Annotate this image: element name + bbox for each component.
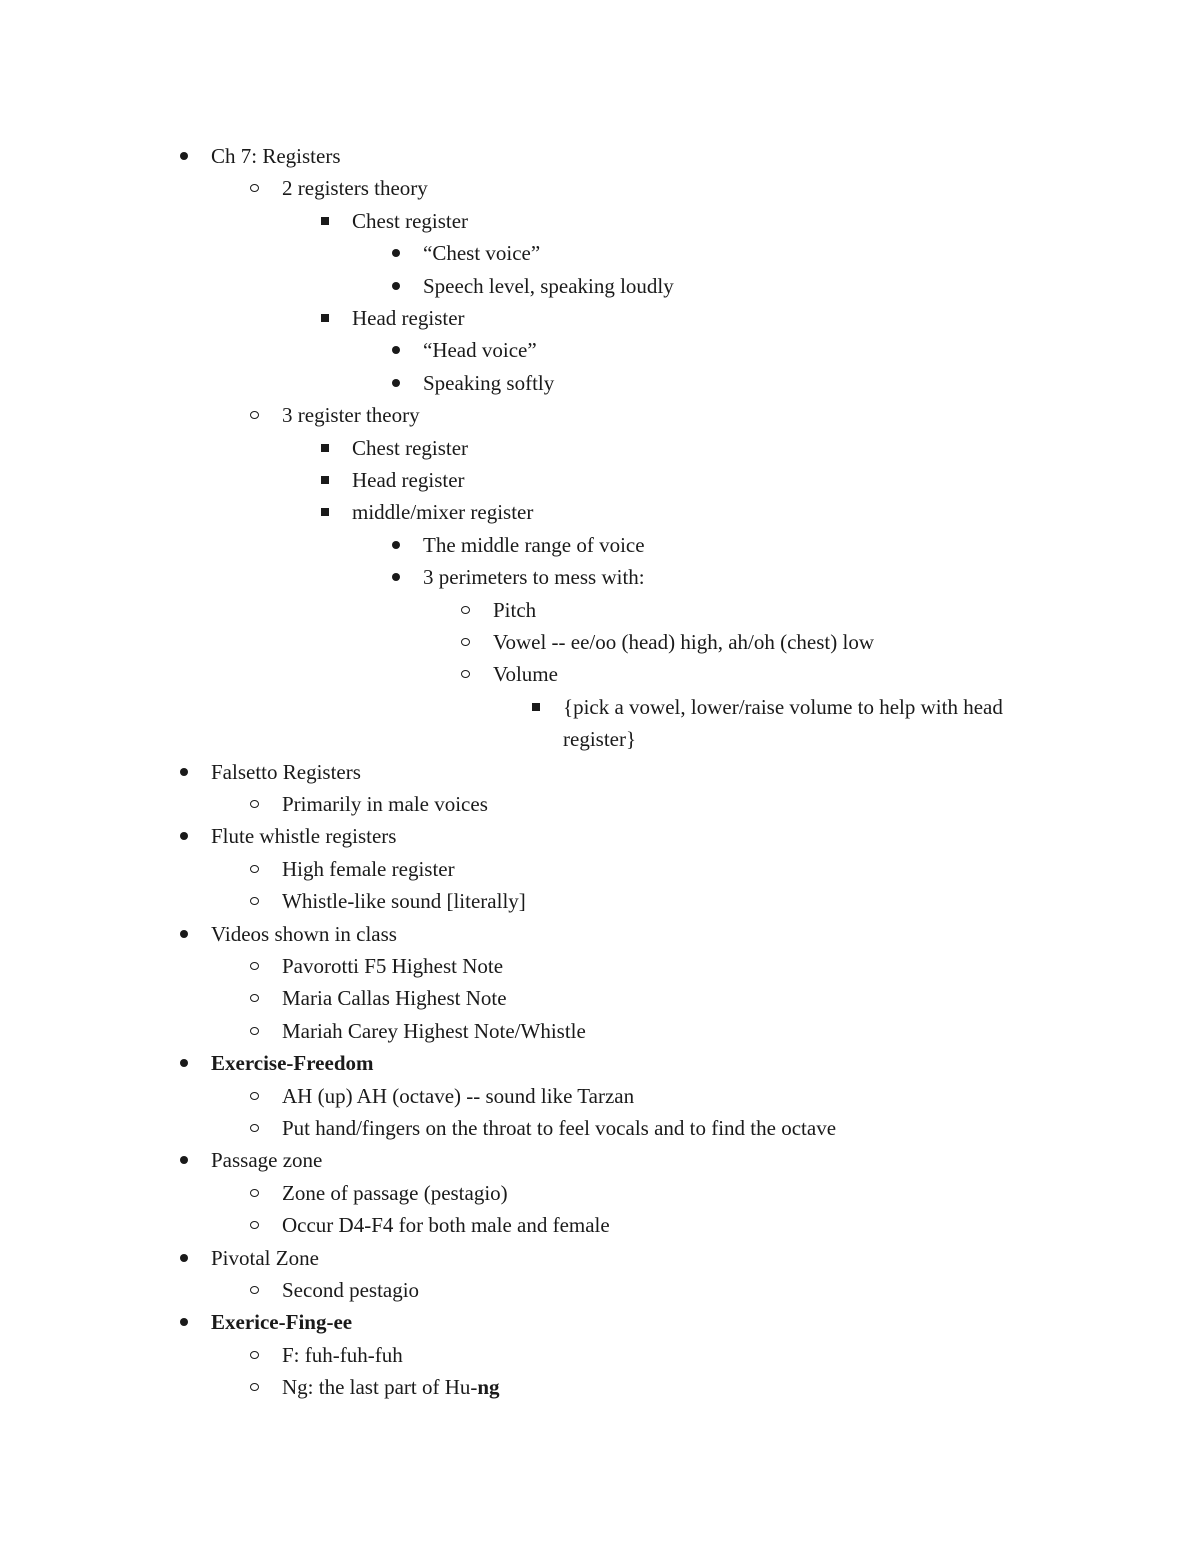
- outline-item-text: “Head voice”: [423, 338, 537, 363]
- outline-item-text: Second pestagio: [282, 1278, 420, 1302]
- circle-bullet-icon: [245, 885, 265, 917]
- outline-item-level-5: [493, 658, 558, 690]
- outline-item-text: Zone of passage (pestagio): [282, 1180, 508, 1205]
- disc-bullet-icon: [386, 237, 406, 269]
- circle-bullet-icon: [245, 982, 265, 1014]
- outline-item-level-1: [211, 1047, 374, 1079]
- outline-item-level-1: [211, 140, 341, 172]
- outline-item-text: Volume: [493, 662, 558, 687]
- outline-item-level-2: [282, 1209, 610, 1241]
- outline-item-text: Ch 7: Registers: [211, 144, 341, 168]
- outline-item-text: Occur D4-F4 for both male and female: [282, 1213, 610, 1238]
- outline-item-text: Put hand/fingers on the throat to feel vocals and to find the octave: [282, 1116, 837, 1140]
- outline-item-level-1: [211, 1242, 319, 1274]
- outline-item-level-5: [493, 594, 536, 626]
- outline-item-level-2: [282, 1177, 508, 1209]
- disc-bullet-icon: [386, 270, 406, 302]
- outline-item-level-2: [282, 885, 526, 917]
- disc-bullet-icon: [174, 1306, 194, 1338]
- outline-item-text: Exercise-Freedom: [211, 1051, 374, 1076]
- circle-bullet-icon: [245, 399, 265, 431]
- outline-item-text: Passage zone: [211, 1148, 323, 1173]
- outline-item-level-2: [282, 788, 488, 820]
- disc-bullet-icon: [174, 1242, 194, 1274]
- disc-bullet-icon: [174, 1047, 194, 1079]
- outline-item-level-6: [563, 691, 1063, 756]
- outline-item-level-2: [282, 950, 503, 982]
- outline-item-text: 2 registers theory: [282, 176, 428, 201]
- circle-bullet-icon: [245, 1015, 265, 1047]
- outline-item-level-3: [352, 464, 465, 496]
- outline-item-text: High female register: [282, 856, 455, 881]
- disc-bullet-icon: [174, 1144, 194, 1176]
- disc-bullet-icon: [386, 561, 406, 593]
- outline-item-text: 3 perimeters to mess with:: [423, 565, 645, 590]
- outline-item-text: F: fuh-fuh-fuh: [282, 1342, 403, 1367]
- outline-item-text: Chest register: [352, 435, 469, 460]
- circle-bullet-icon: [245, 1339, 265, 1371]
- circle-bullet-icon: [245, 172, 265, 204]
- circle-bullet-icon: [456, 594, 476, 626]
- outline-item-text: Pivotal Zone: [211, 1245, 319, 1270]
- disc-bullet-icon: [386, 334, 406, 366]
- outline-item-text: Videos shown in class: [211, 921, 397, 946]
- circle-bullet-icon: [456, 658, 476, 690]
- circle-bullet-icon: [245, 1371, 265, 1403]
- outline-item-text: {pick a vowel, lower/raise volume to help with head register}: [563, 694, 1003, 752]
- outline-item-text: Maria Callas Highest Note: [282, 986, 507, 1011]
- circle-bullet-icon: [245, 788, 265, 820]
- outline-item-level-2: [282, 1080, 634, 1112]
- disc-bullet-icon: [174, 918, 194, 950]
- outline-item-text: Falsetto Registers: [211, 759, 361, 784]
- outline-item-level-4: [423, 237, 540, 269]
- outline-item-text: Ng: the last part of Hu-ng: [282, 1375, 500, 1400]
- outline-item-text: Chest register: [352, 208, 469, 233]
- outline-item-text: Vowel -- ee/oo (head) high, ah/oh (chest) low: [493, 630, 874, 654]
- outline-item-text: AH (up) AH (octave) -- sound like Tarzan: [282, 1083, 635, 1108]
- outline-item-level-4: [423, 334, 537, 366]
- outline-item-text: Flute whistle registers: [211, 824, 397, 849]
- outline-item-level-4: [423, 529, 645, 561]
- circle-bullet-icon: [245, 1177, 265, 1209]
- circle-bullet-icon: [245, 1112, 265, 1144]
- outline-item-text: middle/mixer register: [352, 500, 534, 525]
- outline-item-level-3: [352, 205, 468, 237]
- outline-item-level-3: [352, 496, 533, 528]
- circle-bullet-icon: [245, 950, 265, 982]
- square-bullet-icon: [526, 691, 546, 723]
- outline-item-text: Whistle-like sound [literally]: [282, 889, 526, 914]
- circle-bullet-icon: [245, 1274, 265, 1306]
- outline-item-level-2: [282, 172, 428, 204]
- square-bullet-icon: [315, 302, 335, 334]
- outline-item-level-2: [282, 1274, 419, 1306]
- outline-item-text: Head register: [352, 306, 465, 330]
- outline-item-level-2: [282, 853, 455, 885]
- outline-item-level-2: [282, 1015, 586, 1047]
- outline-item-level-3: [352, 302, 465, 334]
- outline-item-text: Pavorotti F5 Highest Note: [282, 954, 504, 978]
- outline-item-level-1: [211, 1144, 322, 1176]
- square-bullet-icon: [315, 464, 335, 496]
- outline-item-level-2: [282, 982, 507, 1014]
- outline-item-text: “Chest voice”: [423, 241, 541, 266]
- outline-item-level-5: [493, 626, 874, 658]
- outline-item-text: Speech level, speaking loudly: [423, 273, 674, 298]
- circle-bullet-icon: [245, 1209, 265, 1241]
- square-bullet-icon: [315, 205, 335, 237]
- disc-bullet-icon: [174, 756, 194, 788]
- outline-item-text: Speaking softly: [423, 370, 555, 395]
- outline-item-level-1: [211, 820, 396, 852]
- outline-item-level-1: [211, 1306, 352, 1338]
- outline-item-level-1: [211, 756, 361, 788]
- outline-item-level-3: [352, 432, 468, 464]
- disc-bullet-icon: [174, 820, 194, 852]
- circle-bullet-icon: [245, 853, 265, 885]
- square-bullet-icon: [315, 496, 335, 528]
- disc-bullet-icon: [386, 529, 406, 561]
- outline-item-level-4: [423, 561, 645, 593]
- outline-item-text: Mariah Carey Highest Note/Whistle: [282, 1018, 586, 1043]
- outline-item-text: Head register: [352, 468, 465, 492]
- outline-item-text: Exerice-Fing-ee: [211, 1310, 353, 1335]
- outline-item-level-2: [282, 1371, 500, 1403]
- circle-bullet-icon: [245, 1080, 265, 1112]
- outline-item-level-2: [282, 399, 420, 431]
- disc-bullet-icon: [174, 140, 194, 172]
- square-bullet-icon: [315, 432, 335, 464]
- outline-item-level-1: [211, 918, 397, 950]
- circle-bullet-icon: [456, 626, 476, 658]
- outline-item-text: Pitch: [493, 597, 537, 622]
- outline-item-level-2: [282, 1112, 836, 1144]
- outline-item-text: The middle range of voice: [423, 532, 645, 557]
- outline-item-level-4: [423, 270, 674, 302]
- outline-item-text: Primarily in male voices: [282, 792, 488, 816]
- disc-bullet-icon: [386, 367, 406, 399]
- outline-item-text: 3 register theory: [282, 403, 420, 428]
- bold-suffix: ng: [477, 1375, 500, 1400]
- outline-item-level-2: [282, 1339, 403, 1371]
- outline-item-level-4: [423, 367, 554, 399]
